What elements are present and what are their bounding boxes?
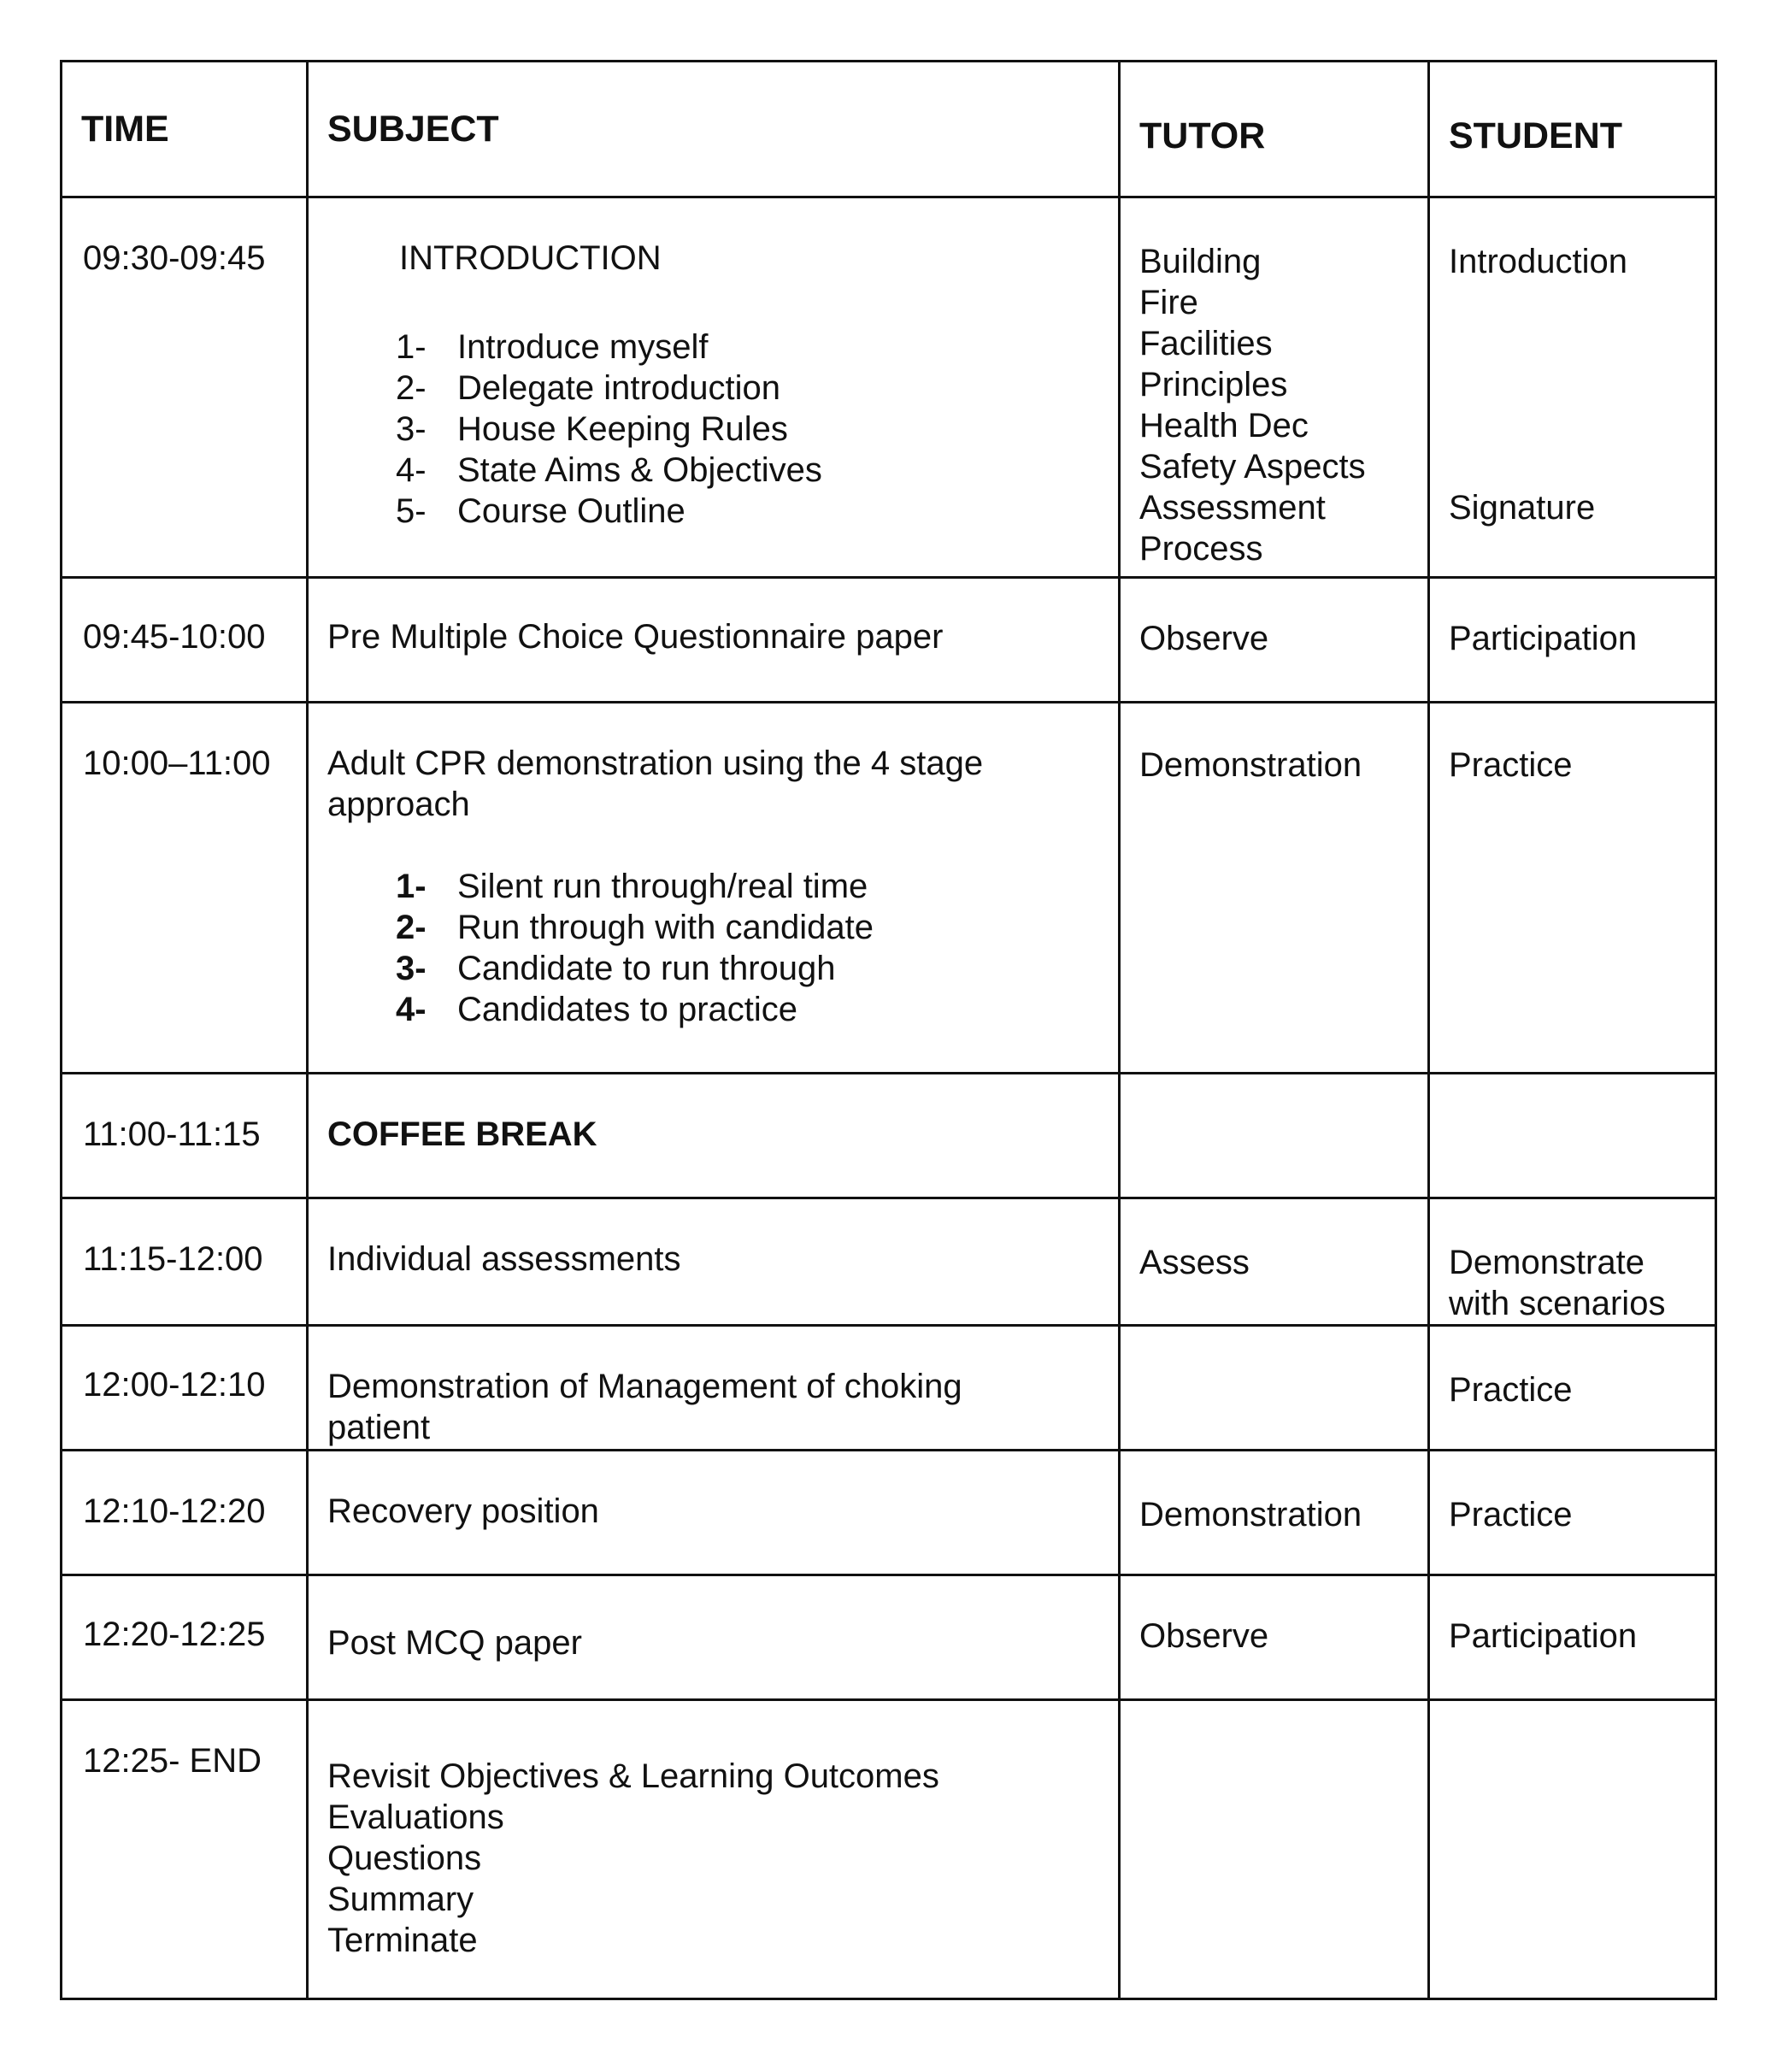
subject-title: INTRODUCTION	[399, 239, 662, 277]
subject-cell: Individual assessments	[308, 1198, 1120, 1326]
list-item: 2- Run through with candidate	[396, 909, 874, 946]
header-row	[62, 62, 1716, 197]
student-cell	[1429, 1074, 1716, 1198]
student-cell	[1429, 1700, 1716, 1999]
list-item: 1- Introduce myself	[396, 328, 709, 366]
subject-text: Adult CPR demonstration using the 4 stage approach	[327, 745, 984, 823]
student-cell: Practice	[1429, 703, 1716, 1074]
subject-cell: Pre Multiple Choice Questionnaire paper	[308, 578, 1120, 703]
student-cell: Practice	[1429, 1451, 1716, 1575]
list-item: 4- Candidates to practice	[396, 991, 798, 1028]
time-cell: 12:10-12:20	[62, 1451, 308, 1575]
student-cell: Introduction Signature	[1429, 197, 1716, 578]
time-cell: 12:00-12:10	[62, 1326, 308, 1451]
tutor-cell: Assess	[1120, 1198, 1429, 1326]
table-row	[62, 578, 1716, 703]
table-row	[62, 197, 1716, 578]
schedule-table	[60, 60, 1717, 2000]
student-cell: Demonstrate with scenarios	[1429, 1198, 1716, 1326]
table-row	[62, 1198, 1716, 1326]
table-row	[62, 1451, 1716, 1575]
header-tutor: TUTOR	[1120, 62, 1429, 197]
list-item: 2- Delegate introduction	[396, 369, 781, 407]
time-cell: 09:45-10:00	[62, 578, 308, 703]
subject-cell	[308, 703, 1120, 1074]
time-cell: 09:30-09:45	[62, 197, 308, 578]
student-cell: Participation	[1429, 578, 1716, 703]
table-row	[62, 1575, 1716, 1700]
time-cell: 12:25- END	[62, 1700, 308, 1999]
time-cell: 11:00-11:15	[62, 1074, 308, 1198]
header-subject: SUBJECT	[308, 62, 1120, 197]
subject-cell: Recovery position	[308, 1451, 1120, 1575]
table-row	[62, 703, 1716, 1074]
tutor-cell	[1120, 1326, 1429, 1451]
table-row	[62, 1074, 1716, 1198]
header-student: STUDENT	[1429, 62, 1716, 197]
time-cell: 10:00–11:00	[62, 703, 308, 1074]
tutor-cell	[1120, 1074, 1429, 1198]
list-item: 4- State Aims & Objectives	[396, 451, 822, 489]
tutor-cell: Observe	[1120, 1575, 1429, 1700]
time-cell: 11:15-12:00	[62, 1198, 308, 1326]
subject-cell: COFFEE BREAK	[308, 1074, 1120, 1198]
student-cell: Practice	[1429, 1326, 1716, 1451]
subject-cell	[308, 197, 1120, 578]
table-row	[62, 1326, 1716, 1451]
tutor-cell: Observe	[1120, 578, 1429, 703]
subject-cell: Revisit Objectives & Learning Outcomes Evaluations Questions Summary Terminate	[308, 1700, 1120, 1999]
tutor-cell	[1120, 1700, 1429, 1999]
list-item: 1- Silent run through/real time	[396, 868, 868, 905]
tutor-cell: Building Fire Facilities Principles Health Dec Safety Aspects Assessment Process	[1120, 197, 1429, 578]
list-item: 3- Candidate to run through	[396, 950, 836, 987]
subject-cell: Post MCQ paper	[308, 1575, 1120, 1700]
time-cell: 12:20-12:25	[62, 1575, 308, 1700]
list-item: 5- Course Outline	[396, 492, 685, 530]
subject-cell: Demonstration of Management of choking patient	[308, 1326, 1120, 1451]
student-cell: Participation	[1429, 1575, 1716, 1700]
tutor-cell: Demonstration	[1120, 703, 1429, 1074]
header-time: TIME	[62, 62, 308, 197]
list-item: 3- House Keeping Rules	[396, 410, 788, 448]
tutor-cell: Demonstration	[1120, 1451, 1429, 1575]
table-row	[62, 1700, 1716, 1999]
